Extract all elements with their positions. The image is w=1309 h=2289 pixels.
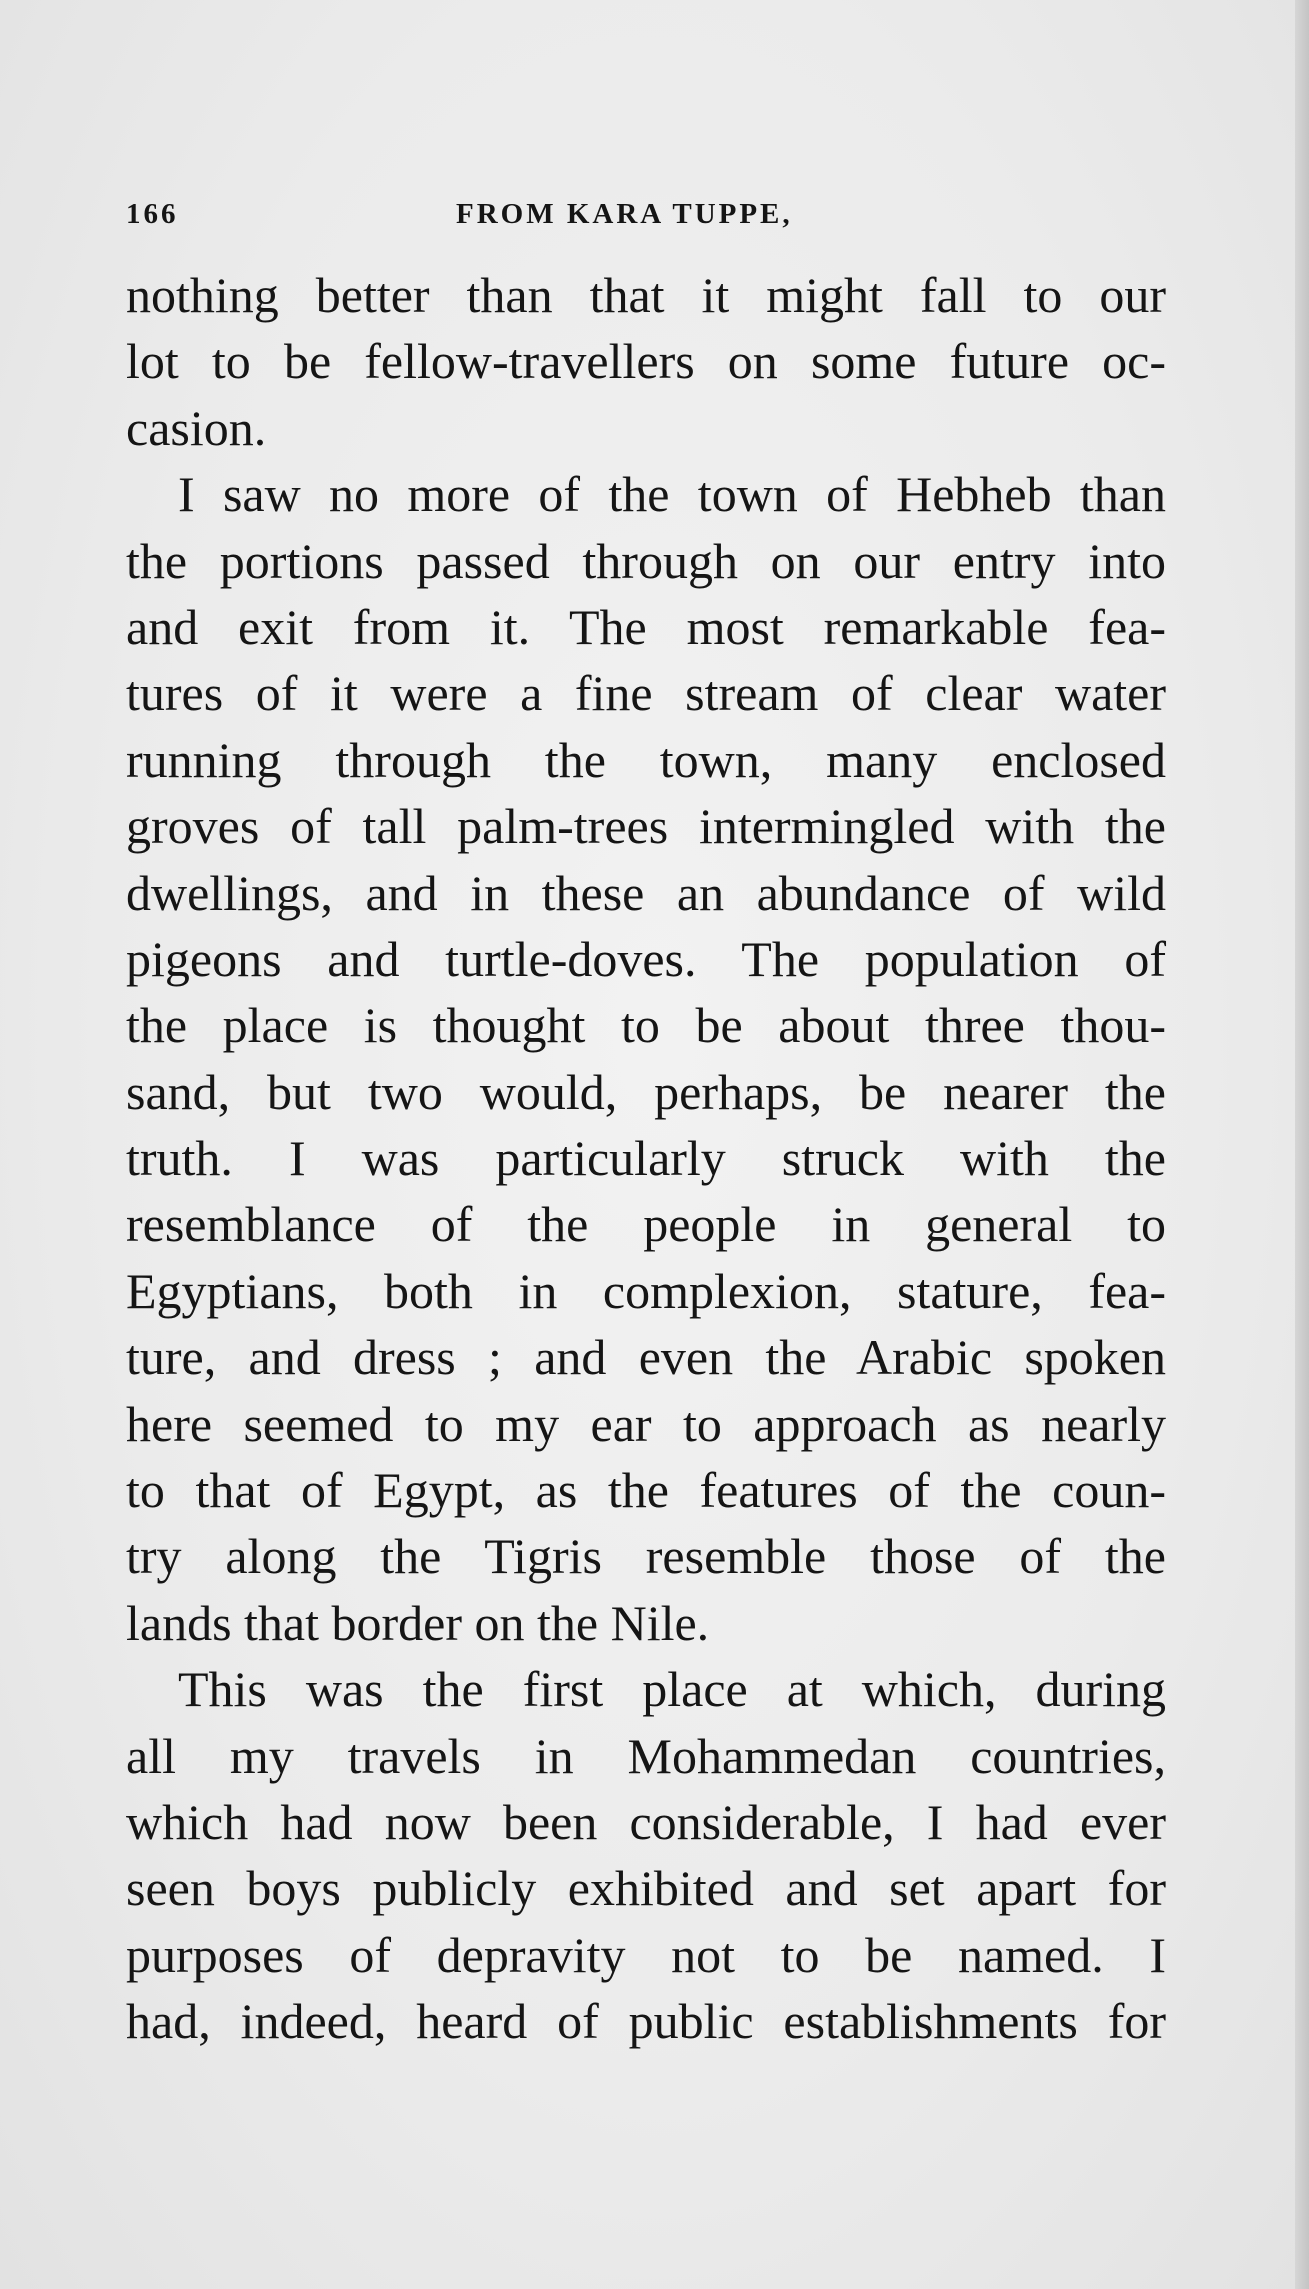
page-number: 166 — [126, 198, 179, 230]
text-line: nothing better than that it might fall to our — [126, 267, 1166, 323]
text-line: running through the town, many enclosed — [126, 731, 1166, 788]
text-line: had, indeed, heard of public establishments for — [126, 1993, 1166, 2050]
text-line: to that of Egypt, as the features of the coun- — [126, 1462, 1166, 1519]
text-line: dwellings, and in these an abundance of wild — [126, 864, 1166, 921]
text-line: which had now been considerable, I had ever — [126, 1793, 1166, 1850]
text-line: here seemed to my ear to approach as nearly — [126, 1395, 1166, 1452]
text-line: the place is thought to be about three thou- — [126, 997, 1166, 1054]
text-line: ture, and dress ; and even the Arabic spoken — [126, 1329, 1166, 1386]
text-line: all my travels in Mohammedan countries, — [126, 1727, 1166, 1784]
text-line: sand, but two would, perhaps, be nearer the — [126, 1063, 1166, 1120]
text-line: groves of tall palm-trees intermingled with the — [126, 798, 1166, 855]
text-line: casion. — [126, 399, 267, 456]
text-line: lands that border on the Nile. — [126, 1594, 710, 1651]
page-edge — [1295, 0, 1309, 2289]
text-line: seen boys publicly exhibited and set apart for — [126, 1860, 1166, 1917]
paragraph-start-line: This was the first place at which, during — [178, 1661, 1166, 1718]
body-text — [126, 262, 1166, 2055]
text-line: purposes of depravity not to be named. I — [126, 1926, 1166, 1983]
text-line: resemblance of the people in general to — [126, 1196, 1166, 1253]
running-title: FROM KARA TUPPE, — [456, 198, 793, 230]
text-line: pigeons and turtle-doves. The population of — [126, 930, 1166, 987]
text-line: and exit from it. The most remarkable fea- — [126, 598, 1166, 655]
running-head — [126, 198, 1166, 248]
text-line: truth. I was particularly struck with the — [126, 1130, 1166, 1187]
text-line: Egyptians, both in complexion, stature, fea- — [126, 1262, 1166, 1319]
text-line: tures of it were a fine stream of clear water — [126, 665, 1166, 722]
text-line: try along the Tigris resemble those of the — [126, 1528, 1166, 1585]
text-line: lot to be fellow-travellers on some future oc- — [126, 333, 1166, 390]
paragraph-start-line: I saw no more of the town of Hebheb than — [178, 466, 1166, 523]
text-line: the portions passed through on our entry into — [126, 532, 1166, 589]
